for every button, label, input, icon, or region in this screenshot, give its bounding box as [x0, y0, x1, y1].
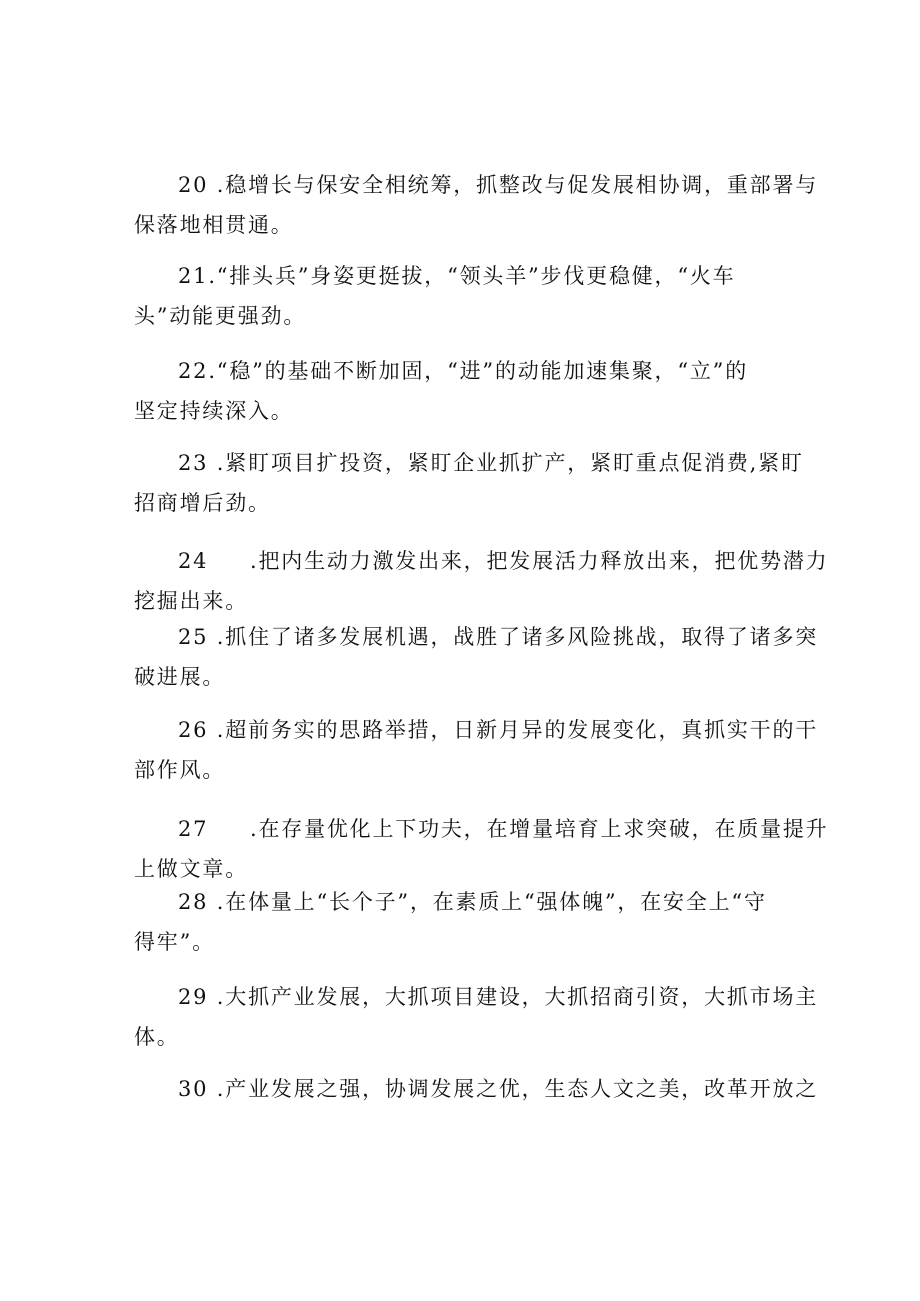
item-number: 22 [178, 359, 209, 383]
list-item [134, 256, 798, 336]
item-text: .超前务实的思路举措，日新月异的发展变化，真抓实干的干 [208, 718, 819, 742]
item-text: .大抓产业发展，大抓项目建设，大抓招商引资，大抓市场主 [208, 985, 819, 1009]
item-continuation: 体。 [134, 1025, 180, 1049]
item-first-line [134, 541, 829, 581]
item-first-line [134, 1069, 819, 1109]
item-first-line [134, 165, 819, 205]
item-text: .产业发展之强，协调发展之优，生态人文之美，改革开放之 [208, 1077, 819, 1101]
item-continuation: 上做文章。 [134, 857, 248, 881]
item-first-line [134, 617, 819, 657]
list-item [134, 809, 829, 889]
item-first-line [134, 977, 819, 1017]
item-continuation: 保落地相贯通。 [134, 213, 294, 237]
item-number: 25 [178, 625, 209, 649]
list-item [134, 977, 819, 1057]
item-first-line [134, 443, 804, 483]
item-text: .在体量上“长个子”，在素质上“强体魄”，在安全上“守 [208, 890, 767, 914]
item-continuation: 坚定持续深入。 [134, 399, 294, 423]
item-text: .稳增长与保安全相统筹，抓整改与促发展相协调，重部署与 [208, 173, 819, 197]
item-continuation: 招商增后劲。 [134, 491, 271, 515]
item-number: 23 [178, 451, 209, 475]
list-item [134, 617, 819, 697]
list-item [134, 443, 804, 523]
item-text: .“稳”的基础不断加固，“进”的动能加速集聚，“立”的 [208, 359, 749, 383]
item-text: .“排头兵”身姿更挺拔，“领头羊”步伐更稳健，“火车 [208, 264, 736, 288]
list-item [134, 541, 829, 621]
item-first-line [134, 809, 829, 849]
item-number: 20 [178, 173, 209, 197]
list-item [134, 351, 798, 431]
item-text: .紧盯项目扩投资，紧盯企业抓扩产，紧盯重点促消费,紧盯 [208, 451, 804, 475]
item-number: 30 [178, 1077, 209, 1101]
item-continuation: 头”动能更强劲。 [134, 304, 307, 328]
list-item [134, 710, 819, 790]
item-number: 27 [178, 817, 209, 841]
item-continuation: 部作风。 [134, 758, 226, 782]
item-number: 26 [178, 718, 209, 742]
item-continuation: 得牢”。 [134, 930, 215, 954]
item-number: 21 [178, 264, 209, 288]
list-item [134, 165, 819, 245]
item-first-line [134, 256, 798, 296]
item-text: .在存量优化上下功夫，在增量培育上求突破，在质量提升 [250, 817, 829, 841]
item-number: 24 [178, 549, 209, 573]
item-continuation: 挖掘出来。 [134, 589, 248, 613]
item-first-line [134, 882, 798, 922]
list-item [134, 1069, 819, 1109]
item-number: 28 [178, 890, 209, 914]
item-first-line [134, 351, 798, 391]
item-number: 29 [178, 985, 209, 1009]
item-text: .把内生动力激发出来，把发展活力释放出来，把优势潜力 [250, 549, 829, 573]
item-text: .抓住了诸多发展机遇，战胜了诸多风险挑战，取得了诸多突 [208, 625, 819, 649]
item-first-line [134, 710, 819, 750]
list-item [134, 882, 798, 962]
item-continuation: 破进展。 [134, 665, 226, 689]
